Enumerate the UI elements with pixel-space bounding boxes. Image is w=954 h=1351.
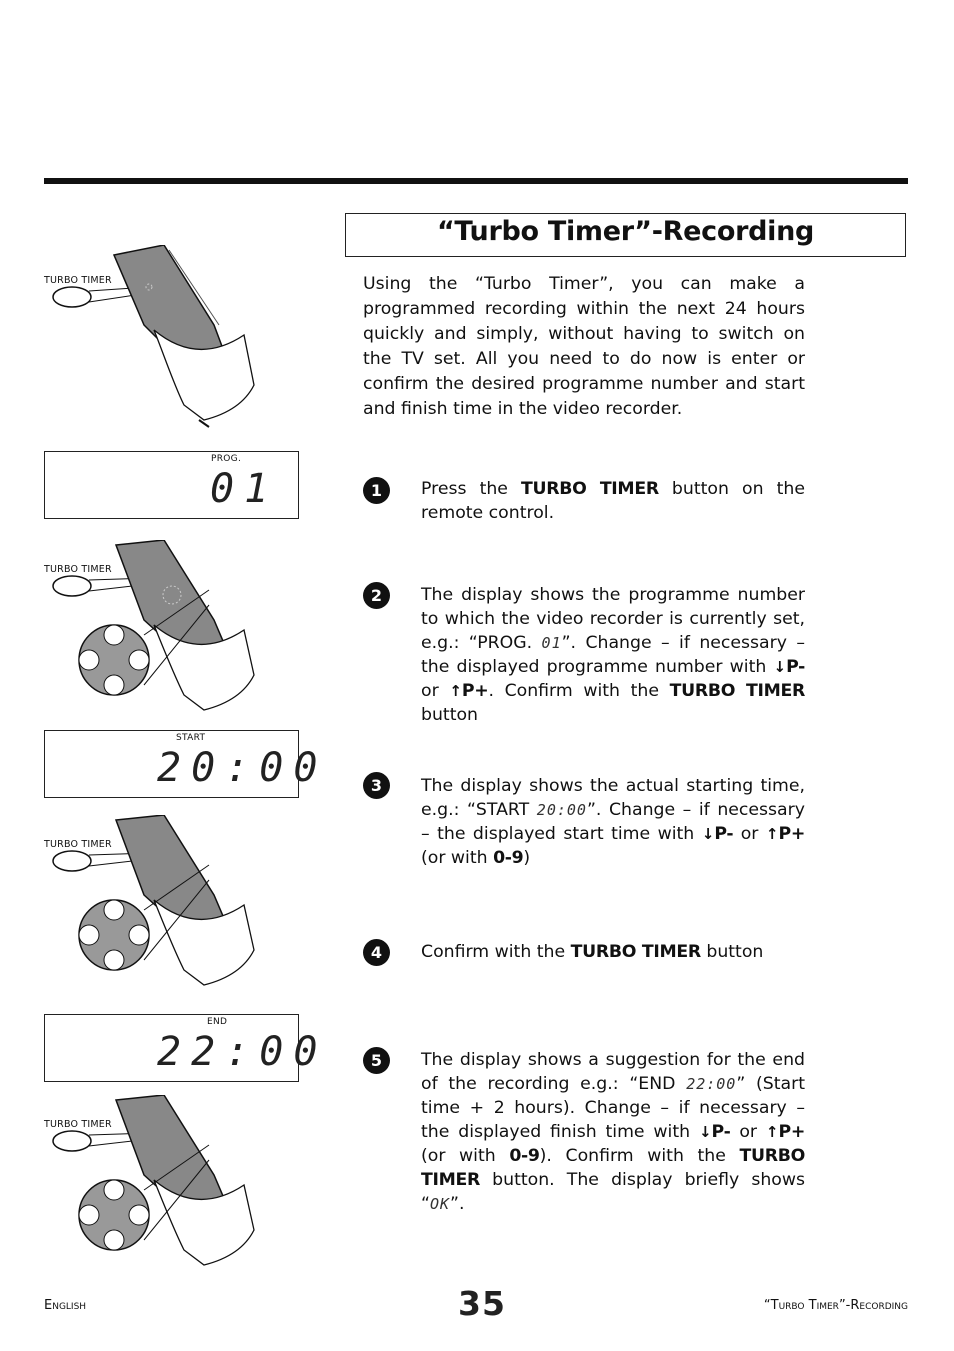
lcd-inline: OK	[429, 1195, 451, 1213]
digit-keys: 0-9	[509, 1146, 540, 1166]
turbo-timer-key: TURBO TIMER	[570, 942, 701, 962]
text: button. The display briefly shows “	[421, 1170, 805, 1214]
step-2-text	[421, 583, 805, 727]
turbo-timer-label: TURBO TIMER	[44, 275, 112, 286]
display-label: END	[207, 1017, 228, 1027]
page-number: 35	[458, 1284, 506, 1323]
remote-hand-icon	[44, 540, 284, 720]
text: button on the remote control.	[421, 479, 805, 523]
remote-illustration-2	[44, 540, 284, 720]
lcd-inline: 20:00	[536, 801, 587, 819]
text: ” (Start time + 2 hours). Change – if necessary – the displayed finish time with	[421, 1074, 805, 1142]
display-digits: 01	[210, 466, 279, 512]
remote-illustration-4	[44, 1095, 284, 1275]
lcd-display-end	[44, 1014, 328, 1082]
turbo-timer-key: TURBO TIMER	[421, 1146, 805, 1190]
text: or	[421, 681, 450, 701]
text: (or with	[421, 848, 494, 868]
step-4-text	[421, 940, 805, 964]
text: (or with	[421, 1146, 510, 1166]
step-number: 5	[363, 1047, 390, 1074]
p-minus-key: P-	[786, 657, 805, 677]
step-number: 2	[363, 582, 390, 609]
text: The display shows a suggestion for the end of the recording e.g.: “END	[421, 1050, 805, 1094]
arrow-down-icon: ↓	[698, 1123, 712, 1141]
p-plus-key: P+	[461, 681, 489, 701]
text: Confirm with the	[421, 942, 571, 962]
arrow-up-icon: ↑	[765, 1123, 779, 1141]
text: ”.	[450, 1194, 465, 1214]
text: Press the	[421, 479, 522, 499]
text: ”. Change – if necessary – the displayed programme number with	[421, 633, 806, 677]
header-rule	[44, 178, 908, 184]
arrow-down-icon: ↓	[701, 825, 715, 843]
display-label: START	[176, 733, 206, 743]
text: button	[421, 705, 478, 725]
display-label: PROG.	[211, 454, 242, 464]
p-minus-key: P-	[714, 824, 734, 844]
lcd-display-prog	[44, 451, 299, 519]
step-1-text	[421, 477, 805, 525]
step-5-text	[421, 1048, 805, 1216]
step-number: 4	[363, 939, 390, 966]
arrow-up-icon: ↑	[449, 682, 462, 700]
display-digits: 20:00	[157, 745, 328, 791]
turbo-timer-label: TURBO TIMER	[44, 1119, 112, 1130]
remote-hand-icon	[44, 245, 284, 430]
arrow-down-icon: ↓	[773, 658, 787, 676]
arrow-up-icon: ↑	[765, 825, 779, 843]
text: The display shows the actual starting time, e.g.: “START	[421, 776, 805, 820]
text: button	[700, 942, 764, 962]
turbo-timer-label: TURBO TIMER	[44, 564, 112, 575]
page-title: “Turbo Timer”-Recording	[436, 216, 815, 247]
text: or	[733, 824, 766, 844]
step-number: 1	[363, 477, 390, 504]
text: ). Confirm with the	[539, 1146, 740, 1166]
turbo-timer-key: TURBO TIMER	[669, 681, 806, 701]
text: )	[523, 848, 531, 868]
footer-section: “Turbo Timer”-Recording	[763, 1298, 908, 1313]
step-3-text	[421, 774, 805, 870]
step-number: 3	[363, 772, 390, 799]
lcd-display-start	[44, 730, 328, 798]
text: ”. Change – if necessary – the displayed start time with	[421, 800, 805, 844]
text: The display shows the programme number to which the video recorder is currently set, e.g.: “PROG.	[421, 585, 805, 653]
p-plus-key: P+	[778, 1122, 805, 1142]
lcd-inline: 01	[541, 634, 562, 652]
footer-language: English	[44, 1298, 87, 1313]
remote-hand-icon	[44, 815, 284, 995]
digit-keys: 0-9	[493, 848, 524, 868]
remote-hand-icon	[44, 1095, 284, 1275]
p-minus-key: P-	[711, 1122, 731, 1142]
p-plus-key: P+	[778, 824, 805, 844]
lcd-inline: 22:00	[686, 1075, 737, 1093]
remote-illustration-1	[44, 245, 284, 430]
title-box	[345, 213, 906, 257]
intro-paragraph: Using the “Turbo Timer”, you can make a programmed recording within the next 24 hours quickly and simply, without having to switch on the TV set. All you need to do now is enter or confirm the desired programme number and start and finish time in the video recorder.	[363, 274, 805, 419]
turbo-timer-label: TURBO TIMER	[44, 839, 112, 850]
display-digits: 22:00	[157, 1029, 328, 1075]
text: . Confirm with the	[488, 681, 670, 701]
turbo-timer-key: TURBO TIMER	[521, 479, 659, 499]
text: or	[730, 1122, 766, 1142]
remote-illustration-3	[44, 815, 284, 995]
